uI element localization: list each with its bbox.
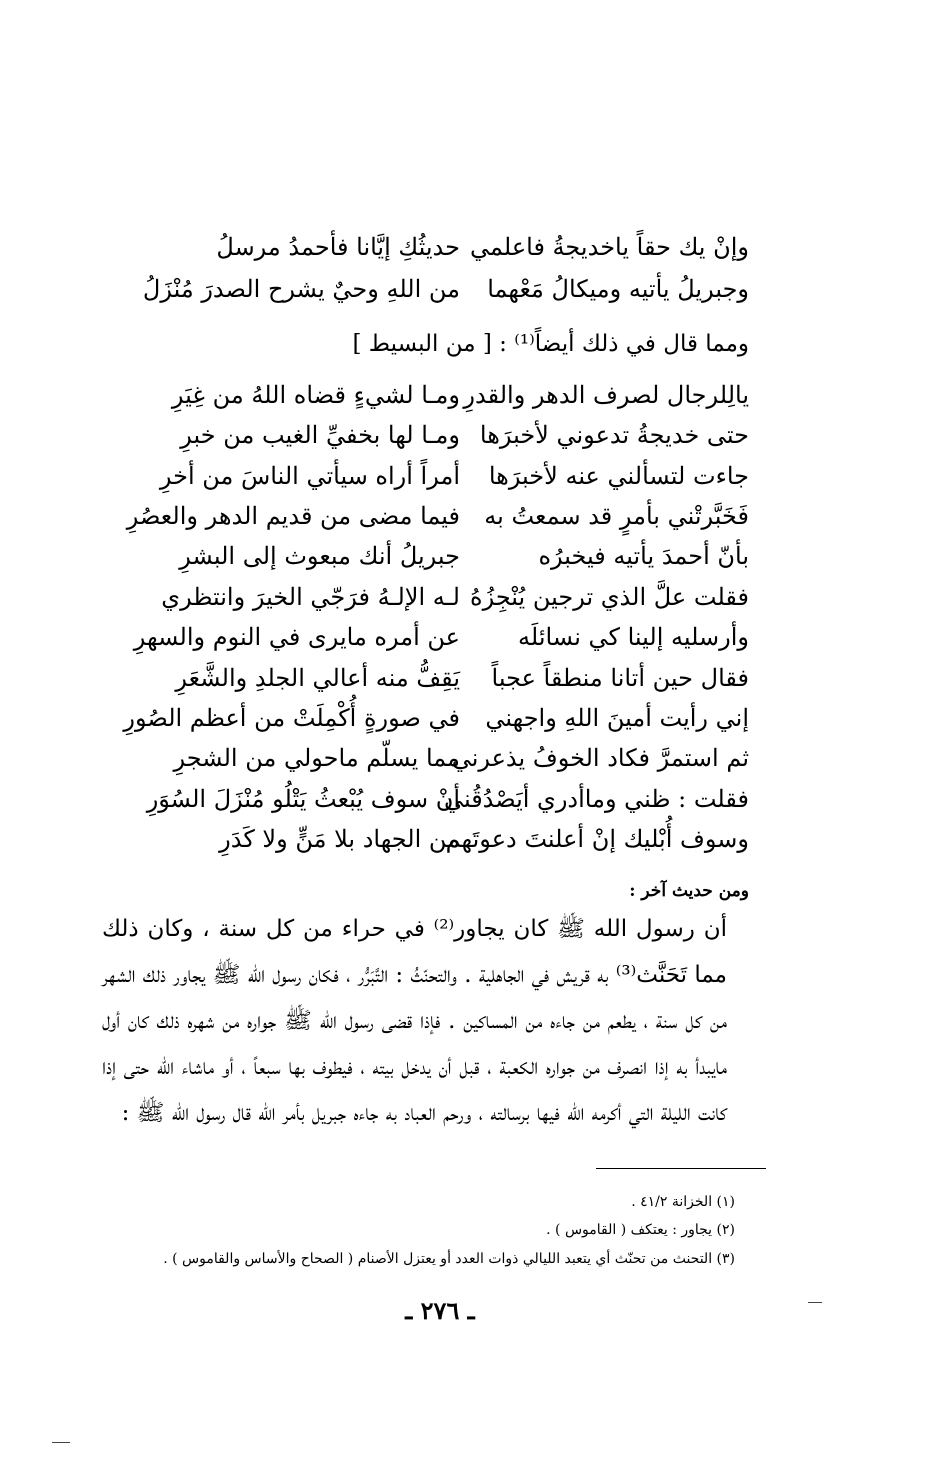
poem2-verse9-first: إني رأيت أمينَ اللهِ واجهني <box>485 704 749 732</box>
poem2-verse5-second: جبريلُ أنك مبعوث إلى البشرِ <box>179 542 460 570</box>
poem1-verse2-first: وجبريلُ يأتيه وميكالُ مَعْهما <box>487 275 749 303</box>
poem2-verse4-second: فيما مضى من قديم الدهر والعصُرِ <box>126 502 460 530</box>
section-subheading: ومن حديث آخر : <box>629 881 749 901</box>
footnote-1: (١) الخزانة ٤١/٢ . <box>631 1194 735 1210</box>
poem1-verse1-second: حديثُكِ إيَّانا فأحمدُ مرسلُ <box>216 233 460 261</box>
poem2-verse7-second: عن أمره مايرى في النوم والسهرِ <box>133 623 460 651</box>
poem1-verse1-first: وإنْ يك حقاً ياخديجةُ فاعلمي <box>470 233 749 261</box>
poem2-verse6-first: فقلت علَّ الذي ترجين يُنْجِزُهُ <box>470 583 749 611</box>
poem2-verse2-first: حتى خديجةُ تدعوني لأخبرَها <box>479 421 749 449</box>
poem2-verse8-first: فقال حين أتانا منطقاً عجباً <box>491 664 749 692</box>
poem2-verse10-second: مما يسلّم ماحولي من الشجرِ <box>173 744 460 772</box>
poem2-verse4-first: فَخَبَّرتْني بأمرٍ قد سمعتُ به <box>484 502 749 530</box>
scan-mark-right <box>808 1302 822 1303</box>
poem2-intro: ومما قال في ذلك أيضاً⁽¹⁾ : [ من البسيط ] <box>352 331 749 357</box>
footnote-separator <box>596 1168 766 1169</box>
poem2-verse11-second: أنْ سوف يُبْعثُ يَتْلُو مُنْزَلَ السُوَرِ <box>146 785 460 813</box>
poem1-verse2-second: من اللهِ وحيٌ يشرح الصدرَ مُنْزَلُ <box>142 275 460 303</box>
footnote-3: (٣) التحنث من تحنّث أي يتعبد الليالي ذوات العدد أو يعتزل الأصنام ( الصحاح والأساس والقاموس ) . <box>163 1251 735 1267</box>
poem2-verse12-second: من الجهاد بلا مَنٍّ ولا كَدَرِ <box>219 825 460 853</box>
poem2-verse3-second: أمراً أراه سيأتي الناسَ من أخرِ <box>159 462 460 490</box>
poem2-verse11-first: فقلت : ظني وماأدري أيَصْدُقُني <box>443 785 749 813</box>
poem2-verse3-first: جاءت لتسألني عنه لأخبرَها <box>488 462 749 490</box>
poem2-verse9-second: في صورةٍ أُكْمِلَتْ من أعظم الصُورِ <box>123 704 460 732</box>
poem2-verse10-first: ثم استمرَّ فكاد الخوفُ يذعرني <box>451 744 749 772</box>
poem2-verse5-first: بأنّ أحمدَ يأتيه فيخبرُه <box>538 542 749 570</box>
poem2-verse2-second: ومـا لها بخفيِّ الغيب من خبرِ <box>180 421 460 449</box>
prose-text: أن رسول الله ﷺ كان يجاور⁽²⁾ في حراء من كل سنة ، وكان ذلك مما تَحَنَّث⁽³⁾ به قريش في الجاهلية . والتحنّثُ : التَّبَرُّر ، فكان رسول الله ﷺ يجاور ذلك الشهر من كل سنة ، يطعم من جاءه من المساكين . فإذا قضى رسول الله ﷺ جواره من شهره ذلك كان أول مايبدأ به إذا انصرف من جواره الكعبة ، قبل أن يدخل بيته ، فيطوف بها سبعاً ، أو ماشاء الله حتى إذا كانت الليلة التي أكرمه الله فيها برسالته ، ورحم العباد به جاءه جبريل بأمر الله قال رسول الله ﷺ : <box>102 916 728 1126</box>
poem2-verse8-second: يَقِفُّ منه أعالي الجلدِ والشَّعَرِ <box>175 664 460 692</box>
poem2-verse12-first: وسوف أُبْليك إنْ أعلنتَ دعوتَهم <box>445 825 749 853</box>
scan-mark-bottom-left <box>52 1442 70 1443</box>
prose-paragraph <box>102 906 727 1136</box>
poem2-verse6-second: لـه الإلـهُ فرَجّي الخيرَ وانتظري <box>161 583 460 611</box>
footnote-2: (٢) يجاور : يعتكف ( القاموس ) . <box>546 1222 735 1238</box>
poem2-verse7-first: وأرسليه إلينا كي نسائلَه <box>518 623 749 651</box>
poem2-verse1-first: يالِلرجال لصرف الدهر والقدرِ <box>463 381 749 409</box>
poem2-verse1-second: ومـا لشيءٍ قضاه اللهُ من غِيَرِ <box>171 381 460 409</box>
page-number: ـ ٢٧٦ ـ <box>405 1296 475 1325</box>
